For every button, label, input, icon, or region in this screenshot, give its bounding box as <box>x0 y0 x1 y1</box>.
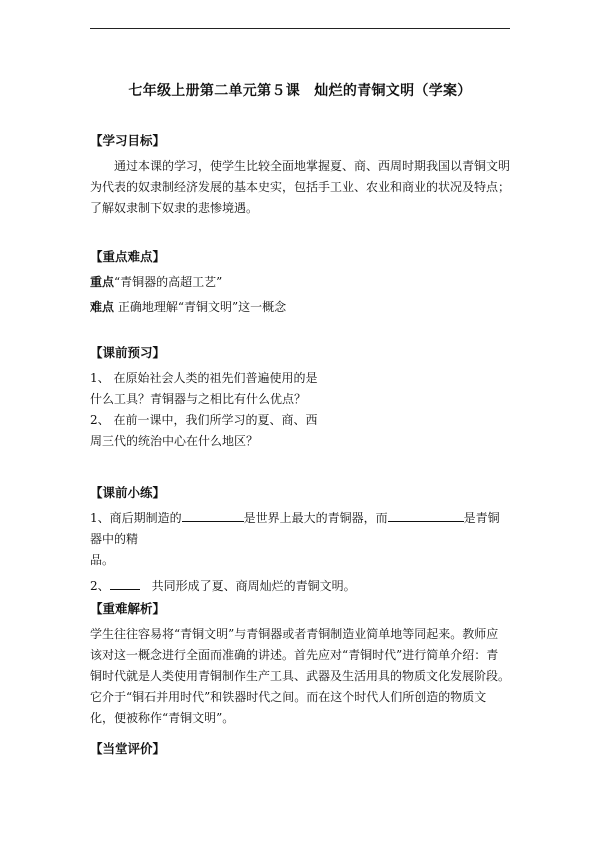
top-rule <box>90 28 510 29</box>
section-analysis <box>90 598 510 729</box>
q1-blank-1[interactable] <box>182 508 244 522</box>
exercise-q1 <box>90 508 510 550</box>
q1-text-b: 是世界上最大的青铜器，而 <box>243 511 388 525</box>
q1-blank-2[interactable] <box>388 508 464 522</box>
preview-line: 什么工具？青铜器与之相比有什么优点？ <box>90 392 307 406</box>
preview-line: 2、 在前一课中，我们所学习的夏、商、西 <box>90 413 318 427</box>
section-goals <box>90 130 510 219</box>
exercise-q2 <box>90 576 510 597</box>
q2-blank[interactable] <box>110 576 140 590</box>
hard-label: 难点 <box>90 300 115 314</box>
q2-text-b: 共同形成了夏、商周灿烂的青铜文明。 <box>139 579 356 593</box>
evaluation-heading: 【当堂评价】 <box>90 741 166 756</box>
q2-text-a: 2、 <box>90 579 110 593</box>
q1-text-c: 是青铜器中的精 <box>90 511 500 546</box>
q1-text-a: 1、商后期制造的 <box>90 511 182 525</box>
page-title: 七年级上册第二单元第５课 灿烂的青铜文明（学案） <box>128 83 472 99</box>
section-exercise <box>90 482 510 597</box>
analysis-heading: 【重难解析】 <box>90 601 166 616</box>
key-label: 重点 <box>90 275 115 289</box>
hard-text: 正确地理解“青铜文明”这一概念 <box>114 300 287 314</box>
goals-body: 通过本课的学习，使学生比较全面地掌握夏、商、西周时期我国以青铜文明为代表的奴隶制经济发展的基本史实，包括手工业、农业和商业的状况及特点；了解奴隶制下奴隶的悲惨境遇。 <box>90 159 511 215</box>
preview-heading: 【课前预习】 <box>90 345 166 360</box>
exercise-heading: 【课前小练】 <box>90 485 166 500</box>
section-key-points <box>90 246 510 318</box>
key-points-heading: 【重点难点】 <box>90 249 166 264</box>
key-point-line <box>90 272 510 293</box>
hard-point-line <box>90 297 510 318</box>
preview-line: 1、 在原始社会人类的祖先们普遍使用的是 <box>90 371 318 385</box>
analysis-body: 学生往往容易将“青铜文明”与青铜器或者青铜制造业简单地等同起来。教师应该对这一概念进行全面而准确的讲述。首先应对“青铜时代”进行简单介绍：青铜时代就是人类使用青铜制作生产工具、武器及生活用具的物质文化发展阶段。它介于“铜石并用时代”和铁器时代之间。而在这个时代人们所创造的物质文化，便被称作“青铜文明”。 <box>90 627 511 725</box>
exercise-q1-cont: 品。 <box>90 553 115 567</box>
section-preview <box>90 342 510 452</box>
key-text: “青铜器的高超工艺” <box>114 275 223 289</box>
section-evaluation <box>90 738 510 764</box>
preview-line: 周三代的统治中心在什么地区？ <box>90 434 259 448</box>
goals-heading: 【学习目标】 <box>90 133 166 148</box>
